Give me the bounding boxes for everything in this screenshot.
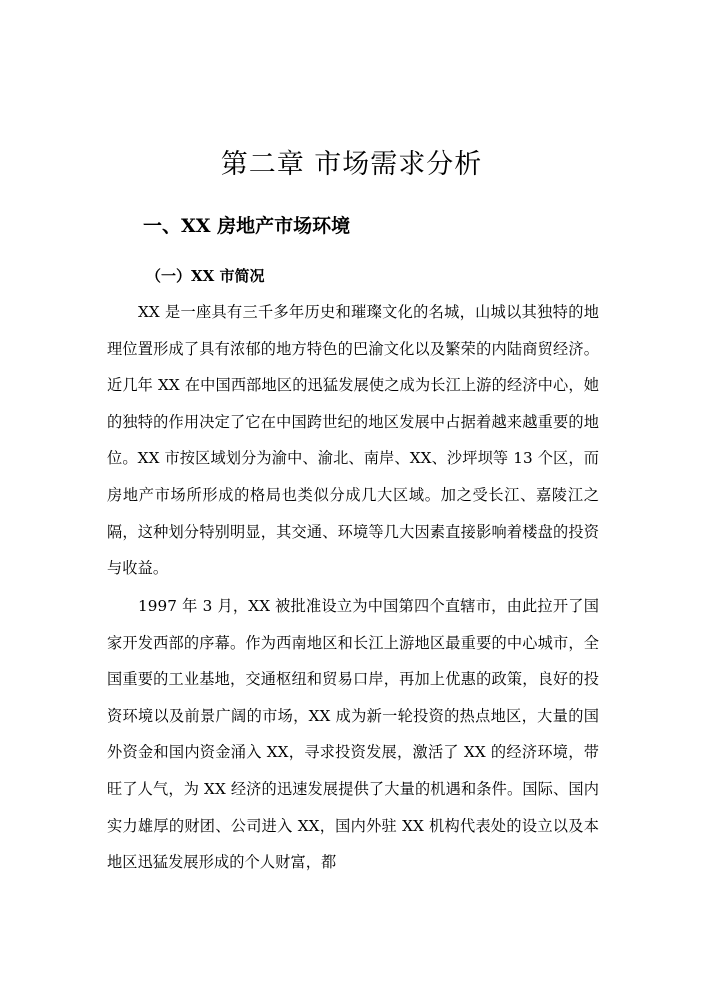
- chapter-title: 第二章 市场需求分析: [220, 149, 483, 180]
- subsection-heading: （一）XX 市简况: [146, 267, 265, 285]
- body-paragraph: 1997 年 3 月，XX 被批准设立为中国第四个直辖市，由此拉开了国家开发西部的序幕。作为西南地区和长江上游地区最重要的中心城市，全国重要的工业基地，交通枢纽和贸易口岸，再加上优惠的政策，良好的投资环境以及前景广阔的市场，XX 成为新一轮投资的热点地区，大量的国外资金和国内资金涌入 XX，寻求投资发展，激活了 XX 的经济环境，带旺了人气，为 XX 经济的迅速发展提供了大量的机遇和条件。国际、国内实力雄厚的财团、公司进入 XX，国内外驻 XX 机构代表处的设立以及本地区迅猛发展形成的个人财富，都: [107, 597, 599, 872]
- section-heading: 一、XX 房地产市场环境: [143, 215, 351, 237]
- body-paragraph: XX 是一座具有三千多年历史和璀璨文化的名城，山城以其独特的地理位置形成了具有浓郁的地方特色的巴渝文化以及繁荣的内陆商贸经济。近几年 XX 在中国西部地区的迅猛发展使之成为长江上游的经济中心，她的独特的作用决定了它在中国跨世纪的地区发展中占据着越来越重要的地位。XX 市按区域划分为渝中、渝北、南岸、XX、沙坪坝等 13 个区，而房地产市场所形成的格局也类似分成几大区域。加之受长江、嘉陵江之隔，这种划分特别明显，其交通、环境等几大因素直接影响着楼盘的投资与收益。: [107, 303, 599, 578]
